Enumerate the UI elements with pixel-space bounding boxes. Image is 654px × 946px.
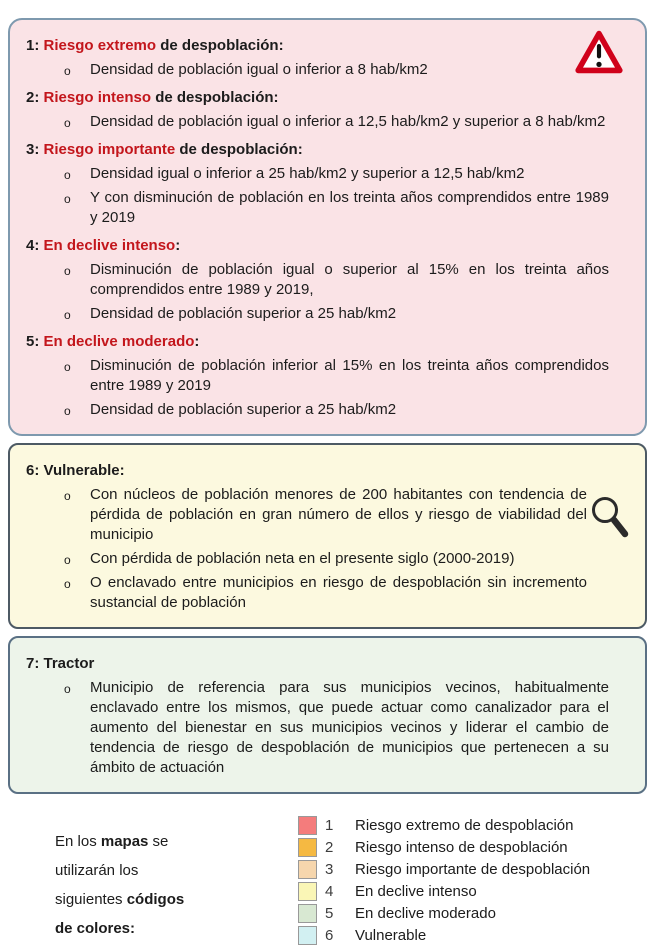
bullet-text: Densidad de población igual o inferior a 8 hab/km2 (90, 61, 428, 78)
bullet-marker-icon: o (64, 308, 71, 322)
bullet-marker-icon: o (64, 577, 71, 591)
legend-number: 5 (325, 904, 334, 922)
heading-red-text: En declive intenso (43, 237, 176, 254)
heading-text: 6: Vulnerable: (26, 462, 125, 479)
bullet-marker-icon: o (64, 404, 71, 418)
heading-text: de despoblación: (156, 37, 284, 54)
item-heading (26, 332, 609, 352)
legend-label: Riesgo extremo de despoblación (355, 816, 574, 834)
bullet-marker-icon: o (64, 168, 71, 182)
legend-row (298, 858, 590, 880)
legend-list (298, 814, 590, 946)
bullet-marker-icon: o (64, 489, 71, 503)
heading-text: 3: (26, 141, 44, 158)
legend-number: 6 (325, 926, 334, 944)
bullet-marker-icon: o (64, 192, 71, 206)
bullet-marker-icon: o (64, 116, 71, 130)
color-legend (55, 814, 654, 946)
legend-color-swatch (298, 838, 317, 857)
bullet-marker-icon: o (64, 264, 71, 278)
legend-intro-line (55, 856, 255, 885)
legend-label: Riesgo intenso de despoblación (355, 838, 568, 856)
heading-text: 4: (26, 237, 44, 254)
bullet-text: Y con disminución de población en los treinta años comprendidos entre 1989 y 2019 (90, 189, 609, 226)
heading-text: 7: Tractor (26, 655, 95, 672)
legend-intro-line (55, 827, 255, 856)
heading-red-text: En declive moderado (43, 333, 195, 350)
legend-label: En declive moderado (355, 904, 496, 922)
legend-intro-segment: En los (55, 833, 101, 850)
legend-number: 4 (325, 882, 334, 900)
bullet-text: Densidad de población superior a 25 hab/km2 (90, 305, 397, 322)
heading-text: de despoblación: (175, 141, 303, 158)
legend-intro-text (55, 814, 255, 946)
item-heading (26, 236, 609, 256)
magnifier-icon (587, 493, 631, 545)
legend-intro-line (55, 885, 255, 914)
bullet-item (26, 260, 609, 300)
bullet-item (26, 549, 587, 569)
heading-text: : (175, 237, 181, 254)
legend-color-swatch (298, 926, 317, 945)
legend-intro-segment: utilizarán los (55, 862, 139, 879)
bullet-text: Con pérdida de población neta en el presente siglo (2000-2019) (90, 550, 515, 567)
heading-red-text: Riesgo intenso (43, 89, 152, 106)
bullet-item (26, 112, 609, 132)
bullet-marker-icon: o (64, 553, 71, 567)
legend-color-swatch (298, 904, 317, 923)
legend-row (298, 880, 590, 902)
legend-row (298, 924, 590, 946)
legend-number: 1 (325, 816, 334, 834)
bullet-item (26, 678, 609, 778)
legend-intro-segment: mapas (100, 833, 149, 850)
legend-intro-segment: siguientes (55, 891, 127, 908)
legend-label: Vulnerable (355, 926, 427, 944)
legend-intro-line (55, 914, 255, 943)
heading-text: 5: (26, 333, 44, 350)
heading-text: : (194, 333, 200, 350)
bullet-text: Municipio de referencia para sus municipios vecinos, habitualmente enclavado entre los mismos, que puede actuar como canalizador para el aumento del bienestar en sus municipios vecinos y liderar el cambio de tendencia de riesgo de despoblación de municipios que pertenecen a su ámbito de actuación (90, 679, 609, 776)
bullet-text: Disminución de población igual o superior al 15% en los treinta años comprendidos entre 1989 y 2019, (90, 261, 609, 298)
bullet-item (26, 400, 609, 420)
legend-number: 2 (325, 838, 334, 856)
legend-label: En declive intenso (355, 882, 477, 900)
legend-number: 3 (325, 860, 334, 878)
vulnerable-box (8, 443, 647, 629)
bullet-marker-icon: o (64, 64, 71, 78)
item-heading (26, 88, 609, 108)
item-heading (26, 461, 609, 481)
legend-color-swatch (298, 882, 317, 901)
bullet-text: Con núcleos de población menores de 200 habitantes con tendencia de pérdida de población en gran número de ellos y riesgo de viabilidad del municipio (90, 486, 587, 543)
legend-row (298, 814, 590, 836)
heading-text: 2: (26, 89, 44, 106)
bullet-item (26, 60, 609, 80)
depopulation-risk-box (8, 18, 647, 436)
bullet-item (26, 356, 609, 396)
bullet-text: Disminución de población inferior al 15% en los treinta años comprendidos entre 1989 y 2019 (90, 357, 609, 394)
box-items (26, 36, 609, 420)
item-heading (26, 140, 609, 160)
bullet-marker-icon: o (64, 360, 71, 374)
item-heading (26, 654, 609, 674)
heading-red-text: Riesgo extremo (43, 37, 157, 54)
bullet-text: Densidad de población igual o inferior a 12,5 hab/km2 y superior a 8 hab/km2 (90, 113, 606, 130)
bullet-text: Densidad igual o inferior a 25 hab/km2 y superior a 12,5 hab/km2 (90, 165, 525, 182)
legend-color-swatch (298, 860, 317, 879)
bullet-item (26, 573, 587, 613)
tractor-box (8, 636, 647, 794)
legend-intro-segment: se (148, 833, 169, 850)
bullet-item (26, 188, 609, 228)
bullet-text: Densidad de población superior a 25 hab/km2 (90, 401, 397, 418)
legend-color-swatch (298, 816, 317, 835)
heading-text: de despoblación: (151, 89, 279, 106)
warning-triangle-icon (575, 30, 623, 74)
bullet-text: O enclavado entre municipios en riesgo de despoblación sin incremento sustancial de población (90, 574, 587, 611)
legend-intro-segment: códigos (126, 891, 185, 908)
legend-intro-segment: de colores: (55, 920, 136, 937)
bullet-item (26, 485, 587, 545)
heading-red-text: Riesgo importante (43, 141, 176, 158)
legend-label: Riesgo importante de despoblación (355, 860, 591, 878)
box-items (26, 654, 609, 778)
legend-row (298, 902, 590, 924)
bullet-item (26, 304, 609, 324)
bullet-item (26, 164, 609, 184)
bullet-marker-icon: o (64, 682, 71, 696)
heading-text: 1: (26, 37, 44, 54)
legend-row (298, 836, 590, 858)
box-items (26, 461, 609, 613)
item-heading (26, 36, 609, 56)
